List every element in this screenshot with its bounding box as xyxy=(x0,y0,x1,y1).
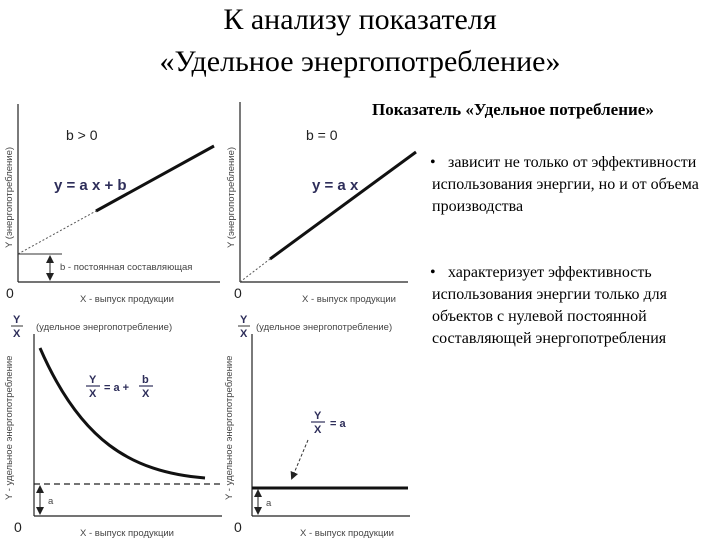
tr-equation: y = a x xyxy=(312,177,359,194)
br-y-label: Y - удельное энергопотребление xyxy=(224,355,235,500)
br-eq-x: X xyxy=(314,424,322,436)
br-x-label: X - выпуск продукции xyxy=(300,528,394,539)
bullet-marker: • xyxy=(430,264,436,281)
tl-y-label: Y (энергопотребление) xyxy=(4,146,15,248)
bl-hyperbola-curve xyxy=(40,348,205,478)
br-ytop-den: X xyxy=(240,328,248,340)
bullet-2 xyxy=(432,262,717,350)
br-eq-y: Y xyxy=(314,410,322,422)
bl-ytop-num: Y xyxy=(13,314,21,326)
tr-condition: b = 0 xyxy=(306,127,338,143)
tr-proportional-line xyxy=(270,152,416,259)
br-ytop-num: Y xyxy=(240,314,248,326)
bl-x-label: X - выпуск продукции xyxy=(80,528,174,539)
br-top-label: (удельное энергопотребление) xyxy=(256,322,393,333)
title-line-2: «Удельное энергопотребление» xyxy=(159,45,561,78)
tr-y-label: Y (энергопотребление) xyxy=(226,146,237,248)
bullet-1-text: зависит не только от эффективности использования энергии, но и от объема производства xyxy=(432,154,699,215)
graph-bottom-right xyxy=(224,314,410,539)
tr-line-extension xyxy=(240,259,270,282)
br-eq-pointer-arrow xyxy=(292,440,308,478)
bullet-marker: • xyxy=(430,154,436,171)
tl-origin: 0 xyxy=(6,285,14,301)
graph-top-right xyxy=(226,102,416,305)
bl-a-label: a xyxy=(48,496,54,507)
tl-condition: b > 0 xyxy=(66,127,98,143)
bl-top-label: (удельное энергопотребление) xyxy=(36,322,173,333)
bl-eq-x2: X xyxy=(142,388,150,400)
title-line-1: К анализу показателя xyxy=(223,3,497,36)
tr-x-label: X - выпуск продукции xyxy=(302,294,396,305)
br-eq-right: = a xyxy=(330,418,346,430)
bl-y-label: Y - удельное энергопотребление xyxy=(4,355,15,500)
bl-ytop-den: X xyxy=(13,328,21,340)
graph-bottom-left xyxy=(4,314,222,539)
br-a-label: a xyxy=(266,498,272,509)
bullet-2-text: характеризует эффективность использования энергии только для объектов с нулевой постоянной составляющей энергопотребления xyxy=(432,264,667,347)
bl-eq-b: b xyxy=(142,374,149,386)
tl-equation: y = a x + b xyxy=(54,177,127,194)
tl-line-extension xyxy=(18,211,96,254)
tl-x-label: X - выпуск продукции xyxy=(80,294,174,305)
bullet-1 xyxy=(432,152,717,218)
bl-origin: 0 xyxy=(14,519,22,535)
bl-eq-x: X xyxy=(89,388,97,400)
tr-origin: 0 xyxy=(234,285,242,301)
tl-b-label: b - постоянная составляющая xyxy=(60,262,193,273)
bl-eq-y: Y xyxy=(89,374,97,386)
graph-top-left xyxy=(4,104,220,305)
side-heading: Показатель «Удельное потребление» xyxy=(372,100,654,119)
br-origin: 0 xyxy=(234,519,242,535)
bl-eq-mid: = a + xyxy=(104,382,130,394)
